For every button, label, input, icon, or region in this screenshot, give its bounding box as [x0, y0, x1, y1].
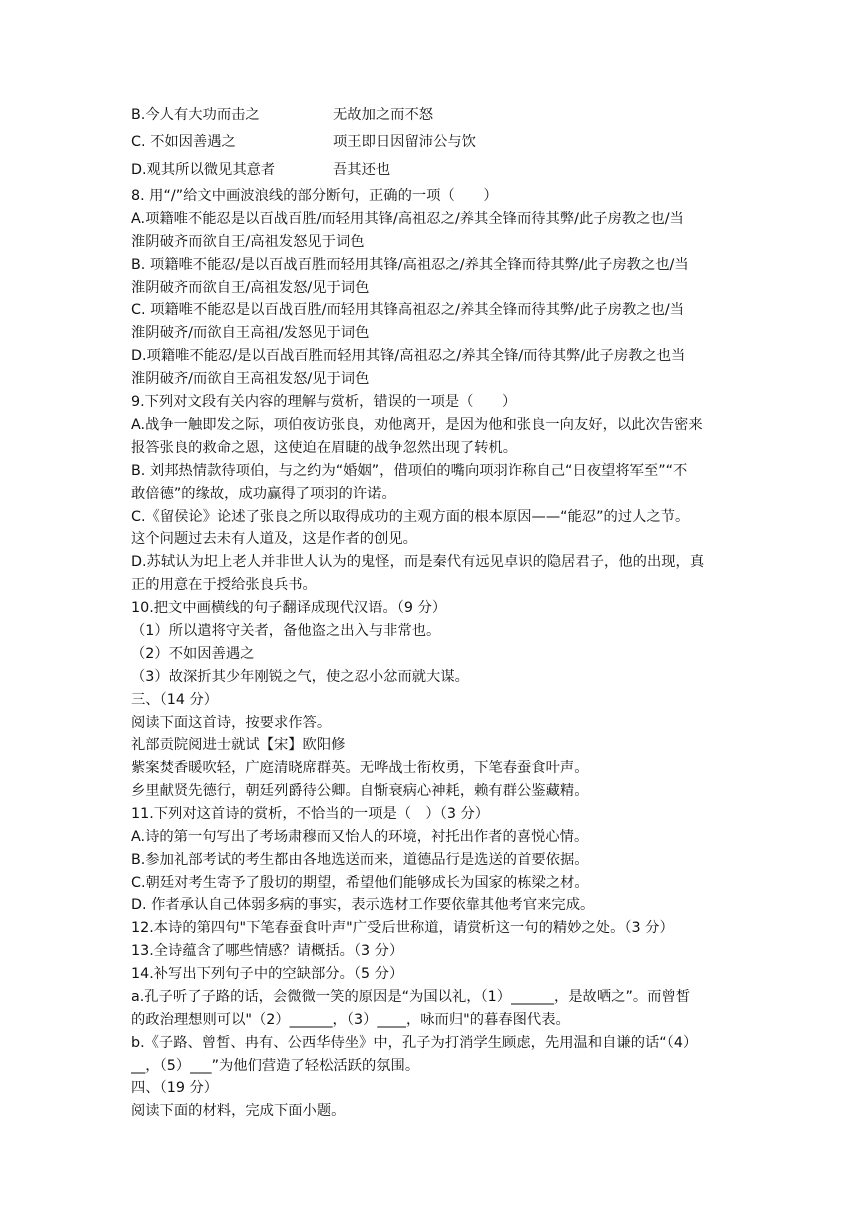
q10-item: （1）所以遣将守关者，备他盗之出入与非常也。: [131, 623, 441, 639]
q7-option-b: [131, 104, 731, 126]
q14-stem: 14.补写出下列句子中的空缺部分。（5 分）: [131, 966, 404, 982]
q9-line: C.《留侯论》论述了张良之所以取得成功的主观方面的根本原因——“能忍”的过人之节。: [131, 509, 690, 525]
q7-option-right: 吾其还也: [333, 162, 391, 178]
q7-option-left: C. 不如因善遇之: [131, 134, 236, 150]
q11-stem: 11.下列对这首诗的赏析，不恰当的一项是（ ）（3 分）: [131, 806, 490, 822]
q14-line: 的政治理想则可以"（2）______，（3）____，咏而归"的暮春图代表。: [131, 1012, 570, 1028]
q8-line: B. 项籍唯不能忍/是以百战百胜而轻用其锋/高祖忍之/养其全锋而待其弊/此子房教之也/当: [131, 257, 689, 273]
q10-item: （3）故深折其少年刚锐之气，使之忍小忿而就大谋。: [131, 669, 469, 685]
q14-line: a.孔子听了子路的话，会微微一笑的原因是“为国以礼，（1）______，是故哂之”。而曾皙: [131, 989, 691, 1005]
q12-stem: 12.本诗的第四句"下笔春蚕食叶声"广受后世称道，请赏析这一句的精妙之处。（3 分）: [131, 920, 674, 936]
section-instruction: 阅读下面的材料，完成下面小题。: [131, 1103, 346, 1119]
q8-line: 淮阴破齐而欲自王/高祖发怒/见于词色: [131, 280, 370, 296]
q8-line: 淮阴破齐/而欲自王高祖发怒/见于词色: [131, 371, 370, 387]
q8-stem: 8. 用“/”给文中画波浪线的部分断句，正确的一项（ ）: [131, 188, 498, 204]
q7-option-right: 无故加之而不怒: [333, 107, 434, 123]
q7-option-left: D.观其所以微见其意者: [131, 162, 276, 178]
q7-option-c: [131, 131, 731, 153]
q9-stem: 9.下列对文段有关内容的理解与赏析，错误的一项是（ ）: [131, 394, 517, 410]
q14-line: __，（5）___”为他们营造了轻松活跃的氛围。: [131, 1058, 420, 1074]
poem-line: 乡里献贤先德行，朝廷列爵待公卿。自惭衰病心神耗，赖有群公鉴藏精。: [131, 783, 589, 799]
q9-line: 敢倍德”的缘故，成功赢得了项羽的许诺。: [131, 486, 396, 502]
q8-line: 淮阴破齐/而欲自王高祖/发怒见于词色: [131, 325, 370, 341]
q7-option-right: 项王即日因留沛公与饮: [333, 134, 476, 150]
q11-line: D. 作者承认自己体弱多病的事实，表示选材工作要依靠其他考官来完成。: [131, 897, 595, 913]
q9-line: B. 刘邦热情款待项伯，与之约为“婚姻”，借项伯的嘴向项羽诈称自己“日夜望将军至”“不: [131, 463, 688, 479]
q10-item: （2）不如因善遇之: [131, 646, 255, 662]
q8-line: 淮阴破齐而欲自王/高祖发怒见于词色: [131, 234, 365, 250]
q14-line: b.《子路、曾皙、冉有、公西华侍坐》中，孔子为打消学生顾虑，先用温和自谦的话“（4）: [131, 1035, 698, 1051]
q8-line: D.项籍唯不能忍/是以百战百胜而轻用其锋/高祖忍之/养其全锋/而待其弊/此子房教之也当: [131, 348, 686, 364]
q9-line: 报答张良的救命之恩，这使迫在眉睫的战争忽然出现了转机。: [131, 440, 518, 456]
poem-line: 紫案焚香暖吹轻，广庭清晓席群英。无哗战士衔枚勇，下笔春蚕食叶声。: [131, 760, 589, 776]
q8-line: A.项籍唯不能忍是以百战百胜/而轻用其锋/高祖忍之/养其全锋而待其弊/此子房教之也/当: [131, 211, 684, 227]
q9-line: 这个问题过去未有人道及，这是作者的创见。: [131, 531, 417, 547]
q11-line: B.参加礼部考试的考生都由各地选送而来，道德品行是选送的首要依据。: [131, 852, 589, 868]
q7-option-left: B.今人有大功而击之: [131, 107, 260, 123]
q9-line: 正的用意在于授给张良兵书。: [131, 577, 317, 593]
q9-line: A.战争一触即发之际，项伯夜访张良，劝他离开，是因为他和张良一向友好，以此次告密来: [131, 417, 703, 433]
poem-title: 礼部贡院阅进士就试【宋】欧阳修: [131, 737, 346, 753]
q8-line: C. 项籍唯不能忍是以百战百胜/而轻用其锋高祖忍之/养其全锋而待其弊/此子房教之也/当: [131, 302, 685, 318]
section-heading: 四、（19 分）: [131, 1080, 219, 1096]
q9-line: D.苏轼认为圯上老人并非世人认为的鬼怪，而是秦代有远见卓识的隐居君子，他的出现，真: [131, 554, 705, 570]
q10-stem: 10.把文中画横线的句子翻译成现代汉语。（9 分）: [131, 600, 447, 616]
q13-stem: 13.全诗蕴含了哪些情感？请概括。（3 分）: [131, 943, 404, 959]
section-instruction: 阅读下面这首诗，按要求作答。: [131, 715, 332, 731]
q7-option-d: [131, 159, 731, 181]
q11-line: A.诗的第一句写出了考场肃穆而又怡人的环境，衬托出作者的喜悦心情。: [131, 829, 589, 845]
q11-line: C.朝廷对考生寄予了殷切的期望，希望他们能够成长为国家的栋梁之材。: [131, 875, 589, 891]
section-heading: 三、（14 分）: [131, 692, 219, 708]
